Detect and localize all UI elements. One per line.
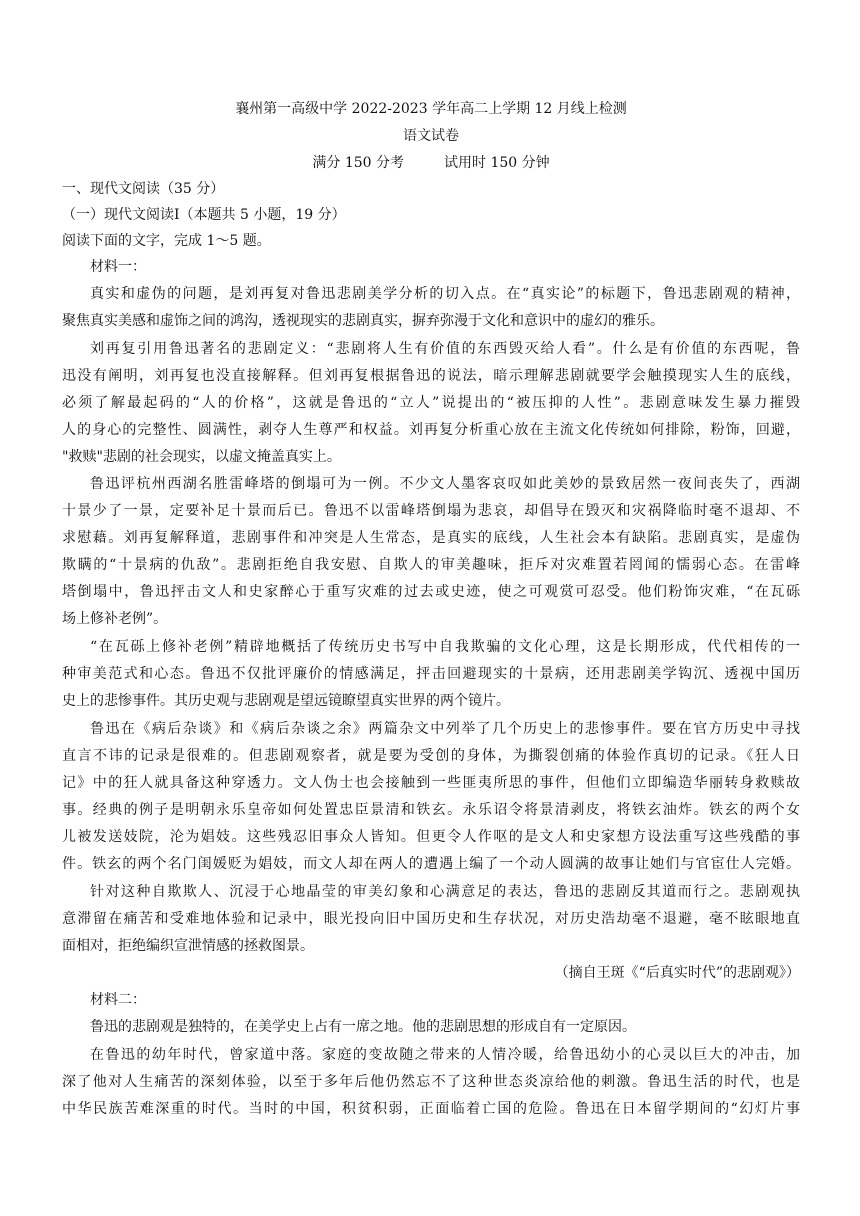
instruction-text: 阅读下面的文字，完成 1～5 题。 xyxy=(62,233,271,249)
paragraph-line: 种审美范式和心态。鲁迅不仅批评廉价的情感满足，抨击回避现实的十景病，还用悲剧美学钩沉、透视中国历 xyxy=(62,666,800,682)
paragraph-line: 件。铁玄的两个名门闺媛贬为娼妓，而文人却在两人的遭遇上编了一个动人圆满的故事让她们与官宦仕人完婚。 xyxy=(62,856,800,872)
paragraph-line: 面相对，拒绝编织宣泄情感的拯救图景。 xyxy=(62,938,314,954)
paragraph-line: 事。经典的例子是明朝永乐皇帝如何处置忠臣景清和铁玄。永乐诏令将景清剥皮，将铁玄油炸。铁玄的两个女 xyxy=(62,802,800,818)
material-one-label: 材料一： xyxy=(90,259,146,275)
paragraph-line: 必须了解最起码的“人的价格”，这就是鲁迅的“立人”说提出的“被压抑的人性”。悲剧意味发生暴力摧毁 xyxy=(62,395,800,411)
paragraph-line: 鲁迅评杭州西湖名胜雷峰塔的倒塌可为一例。不少文人墨客哀叹如此美妙的景致居然一夜间丧失了，西湖 xyxy=(90,476,800,492)
paragraph-line: 深了他对人生痛苦的深刻体验，以至于多年后他仍然忘不了这种世态炎凉给他的刺激。鲁迅生活的时代，也是 xyxy=(62,1074,800,1090)
score-info: 满分 150 分考 xyxy=(312,155,404,171)
paragraph-line: 塔倒塌中，鲁迅抨击文人和史家醉心于重写灾难的过去或史迹，使之可观赏可忍受。他们粉饰灾难，“在瓦砾 xyxy=(62,584,800,600)
paragraph-line: 鲁迅在《病后杂谈》和《病后杂谈之余》两篇杂文中列举了几个历史上的悲惨事件。要在官方历史中寻找 xyxy=(90,721,800,737)
source-citation: （摘自王斑《“后真实时代”的悲剧观》） xyxy=(554,965,800,981)
paragraph-line: 在鲁迅的幼年时代，曾家道中落。家庭的变故随之带来的人情冷暖，给鲁迅幼小的心灵以巨大的冲击，加 xyxy=(90,1047,800,1063)
document-subtitle: 语文试卷 xyxy=(403,128,459,144)
exam-info xyxy=(62,154,800,172)
paragraph-line: 聚焦真实美感和虚饰之间的鸿沟，透视现实的悲剧真实，摒弃弥漫于文化和意识中的虚幻的雅乐。 xyxy=(62,313,664,329)
time-info: 试用时 150 分钟 xyxy=(444,155,550,171)
paragraph-line: 中华民族苦难深重的时代。当时的中国，积贫积弱，正面临着亡国的危险。鲁迅在日本留学期间的“幻灯片事 xyxy=(62,1101,800,1117)
paragraph-line: 针对这种自欺欺人、沉浸于心地晶莹的审美幻象和心满意足的表达，鲁迅的悲剧反其道而行之。悲剧观执 xyxy=(90,884,800,900)
paragraph-line: 鲁迅的悲剧观是独特的，在美学史上占有一席之地。他的悲剧思想的形成自有一定原因。 xyxy=(90,1019,636,1035)
paragraph-line: 直言不讳的记录是很难的。但悲剧观察者，就是要为受创的身体，为撕裂创痛的体验作真切的记录。《狂人日 xyxy=(62,748,800,764)
paragraph-line: 迅没有阐明，刘再复也没直接解释。但刘再复根据鲁迅的说法，暗示理解悲剧就要学会触摸现实人生的底线， xyxy=(62,368,800,384)
paragraph-line: 意滞留在痛苦和受难地体验和记录中，眼光投向旧中国历史和生存状况，对历史浩劫毫不退避，毫不眩眼地直 xyxy=(62,911,800,927)
subsection-heading: （一）现代文阅读Ⅰ（本题共 5 小题，19 分） xyxy=(62,207,346,223)
paragraph-line: 欺瞒的“十景病的仇敌”。悲剧拒绝自我安慰、自欺人的审美趣味，拒斥对灾难置若罔闻的懦弱心态。在雷峰 xyxy=(62,557,800,573)
paragraph-line: 人的身心的完整性、圆满性，剥夺人生尊严和权益。刘再复分析重心放在主流文化传统如何排除，粉饰，回避， xyxy=(62,422,800,438)
material-two-label: 材料二： xyxy=(90,992,146,1008)
paragraph-line: 史上的悲惨事件。其历史观与悲剧观是望远镜瞭望真实世界的两个镜片。 xyxy=(62,693,510,709)
paragraph-line: 儿被发送妓院，沦为娼妓。这些残忍旧事众人皆知。但更令人作呕的是文人和史家想方设法重写这些残酷的事 xyxy=(62,829,800,845)
paragraph-line: 场上修补老例”。 xyxy=(62,611,168,627)
section-heading: 一、现代文阅读（35 分） xyxy=(62,181,225,197)
paragraph-line: 刘再复引用鲁迅著名的悲剧定义：“悲剧将人生有价值的东西毁灭给人看”。什么是有价值的东西呢，鲁 xyxy=(90,341,800,357)
paragraph-line: 记》中的狂人就具备这种穿透力。文人伪士也会接触到一些匪夷所思的事件，但他们立即编造华丽转身救赎故 xyxy=(62,775,800,791)
paragraph-line: “在瓦砾上修补老例”精辟地概括了传统历史书写中自我欺骗的文化心理，这是长期形成，代代相传的一 xyxy=(90,639,800,655)
paragraph-line: 求慰藉。刘再复解释道，悲剧事件和冲突是人生常态，是真实的底线，人生社会本有缺陷。悲剧真实，是虚伪 xyxy=(62,530,800,546)
document-title: 襄州第一高级中学 2022-2023 学年高二上学期 12 月线上检测 xyxy=(235,101,627,117)
paragraph-line: 十景少了一景，定要补足十景而后已。鲁迅不以雷峰塔倒塌为悲哀，却倡导在毁灭和灾祸降临时毫不退却、不 xyxy=(62,503,800,519)
paragraph-line: "救赎"悲剧的社会现实，以虚文掩盖真实上。 xyxy=(62,449,341,465)
paragraph-line: 真实和虚伪的问题，是刘再复对鲁迅悲剧美学分析的切入点。在“真实论”的标题下，鲁迅悲剧观的精神， xyxy=(90,286,800,302)
